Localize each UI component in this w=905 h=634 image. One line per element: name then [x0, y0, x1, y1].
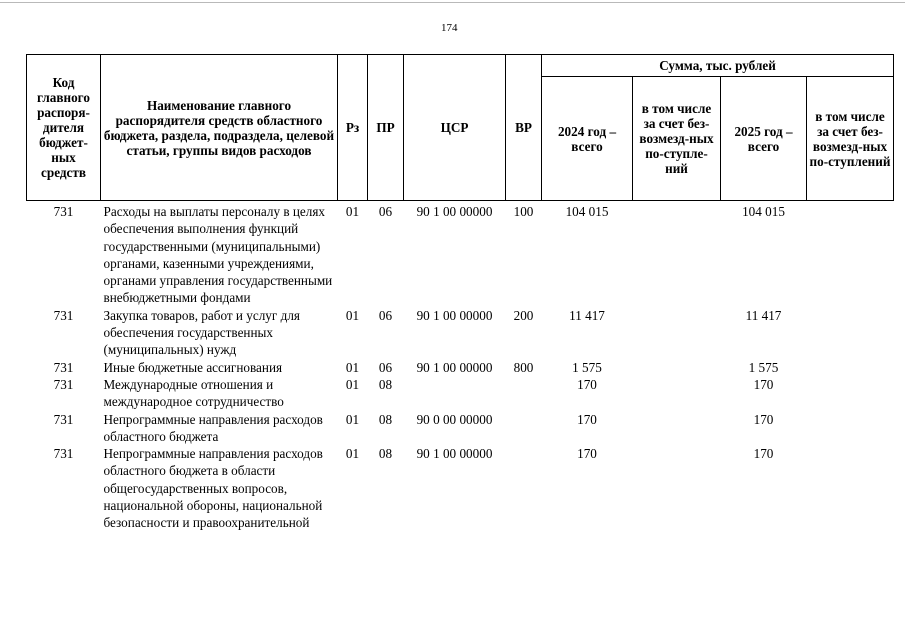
- cell-csr: 90 1 00 00000: [416, 204, 493, 219]
- cell-csr: 90 1 00 00000: [416, 307, 493, 323]
- cell-2024-total: 170: [577, 446, 597, 462]
- col-header-2025-grant: в том числе за счет без-возмезд-ных по-ступлений: [807, 77, 894, 201]
- cell-2024-grant: [633, 445, 721, 531]
- col-header-sum: Сумма, тыс. рублей: [542, 55, 894, 77]
- cell-2025-grant: [807, 201, 894, 307]
- table-row: [27, 201, 894, 307]
- cell-2025-grant: [807, 445, 894, 531]
- cell-2024-grant: [633, 307, 721, 359]
- cell-name: Расходы на выплаты персоналу в целях обеспечения выполнения функций государственными (муниципальными) органами, казенными учреждениями, органами управления государственными внебюджетными фондами: [103, 204, 333, 306]
- cell-2024-total: 104 015: [565, 204, 609, 219]
- cell-name: Международные отношения и международное сотрудничество: [103, 376, 284, 410]
- cell-rz: 01: [345, 376, 360, 392]
- cell-2024-total: 11 417: [569, 307, 605, 323]
- cell-rz: 01: [345, 359, 360, 375]
- table-row: [27, 445, 894, 531]
- cell-2025-total: 170: [753, 446, 774, 462]
- table-row: [27, 307, 894, 359]
- col-header-2024-grant: в том числе за счет без-возмезд-ных по-ступле-ний: [633, 77, 721, 201]
- cell-code: 731: [53, 307, 74, 323]
- page-number: 174: [441, 22, 458, 34]
- cell-pr: 06: [378, 204, 393, 219]
- table-row: [27, 359, 894, 376]
- col-header-rz: Рз: [338, 55, 368, 201]
- cell-pr: 06: [378, 359, 393, 375]
- table-row: [27, 376, 894, 411]
- cell-name: Непрограммные направления расходов областного бюджета в области общегосударственных вопросов, национальной обороны, национальной безопасности и правоохранительной: [103, 446, 323, 531]
- col-header-csr: ЦСР: [404, 55, 506, 201]
- cell-csr: 90 0 00 00000: [416, 411, 493, 427]
- budget-table-container: [26, 54, 894, 532]
- cell-2024-total: 170: [577, 411, 597, 427]
- cell-rz: 01: [345, 204, 360, 219]
- table-header: [27, 55, 894, 201]
- cell-pr: 08: [378, 376, 393, 392]
- cell-2025-total: 1 575: [748, 359, 779, 375]
- cell-rz: 01: [345, 411, 360, 427]
- cell-csr: 90 1 00 00000: [416, 446, 493, 462]
- cell-vr: [506, 445, 542, 531]
- col-header-code: Код главного распоря-дителя бюджет-ных средств: [27, 55, 101, 201]
- cell-vr: [506, 411, 542, 446]
- col-header-pr: ПР: [368, 55, 404, 201]
- cell-code: 731: [53, 411, 74, 427]
- cell-2025-total: 170: [753, 376, 774, 392]
- cell-vr: 200: [513, 307, 534, 323]
- cell-vr: [506, 376, 542, 411]
- cell-name: Непрограммные направления расходов областного бюджета: [103, 411, 323, 444]
- cell-code: 731: [53, 376, 74, 392]
- table-row: [27, 411, 894, 446]
- cell-csr: 90 1 00 00000: [416, 359, 493, 375]
- cell-2025-grant: [807, 376, 894, 411]
- page-top-edge: [0, 2, 905, 3]
- cell-pr: 08: [378, 446, 393, 462]
- cell-rz: 01: [345, 446, 360, 462]
- cell-vr: 800: [513, 359, 534, 375]
- cell-name: Иные бюджетные ассигнования: [103, 359, 283, 375]
- cell-2025-grant: [807, 307, 894, 359]
- cell-2024-grant: [633, 201, 721, 307]
- cell-2025-total: 11 417: [745, 307, 782, 323]
- cell-2025-total: 104 015: [742, 204, 785, 219]
- cell-code: 731: [53, 446, 74, 462]
- budget-table: [26, 54, 894, 532]
- cell-2024-grant: [633, 411, 721, 446]
- col-header-name: Наименование главного распорядителя средств областного бюджета, раздела, подраздела, целевой статьи, группы видов расходов: [101, 55, 338, 201]
- cell-name: Закупка товаров, работ и услуг для обеспечения государственных (муниципальных) нужд: [103, 307, 300, 358]
- cell-2024-total: 1 575: [572, 359, 602, 375]
- col-header-vr: ВР: [506, 55, 542, 201]
- cell-pr: 08: [378, 411, 393, 427]
- table-body: [27, 201, 894, 532]
- cell-vr: 100: [513, 204, 534, 219]
- cell-code: 731: [53, 204, 74, 219]
- cell-csr: [404, 376, 506, 411]
- cell-2024-grant: [633, 376, 721, 411]
- cell-2025-total: 170: [753, 411, 774, 427]
- cell-2025-grant: [807, 411, 894, 446]
- col-header-2025-total: 2025 год – всего: [721, 77, 807, 201]
- cell-rz: 01: [345, 307, 360, 323]
- cell-pr: 06: [378, 307, 393, 323]
- cell-code: 731: [53, 359, 74, 375]
- cell-2024-total: 170: [577, 376, 597, 392]
- cell-2025-grant: [807, 359, 894, 376]
- col-header-2024-total: 2024 год – всего: [542, 77, 633, 201]
- cell-2024-grant: [633, 359, 721, 376]
